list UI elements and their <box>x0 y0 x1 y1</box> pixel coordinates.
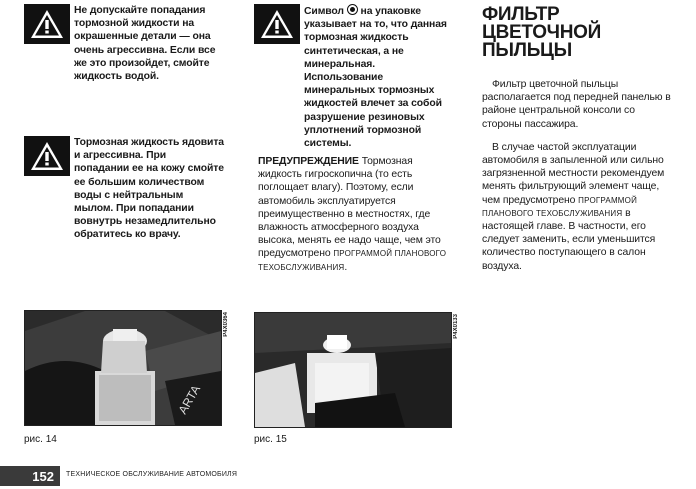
caution-body: Тормозная жидкость гигроскопична (то есть поглощает влагу). Поэтому, если автомобиль эксплуатируется преимущественно в местностях, где влажность атмосферного воздуха высока, менять ее надо чаще, чем это предусмотрено <box>258 156 441 260</box>
section-p2-end: в настоящей главе. В частности, его следует заменить, если уменьшится количество поступающего в салон воздуха. <box>482 207 656 272</box>
warning-paint <box>24 4 222 83</box>
section-p2-start: В случае частой эксплуатации автомобиля в запыленной или сильно загрязненной местности рекомендуем менять фильтрующий элемент чаще, чем предусмотрено <box>482 141 665 206</box>
section-p2-small-caps: ПРОГРАММОЙ ПЛАНОВОГО ТЕХОБСЛУЖИВАНИЯ <box>482 195 638 218</box>
warning-text: Не допускайте попадания тормозной жидкости на окрашенные детали — она очень агрессивна. Если все же это произойдет, смойте жидкость водой. <box>74 5 216 83</box>
footer-title: ТЕХНИЧЕСКОЕ ОБСЛУЖИВАНИЕ АВТОМОБИЛЯ <box>66 471 238 478</box>
warning-triangle-icon <box>24 4 70 44</box>
caution-block <box>258 155 454 274</box>
figure-14-code: P4X0364 <box>223 312 229 337</box>
section-paragraph-2 <box>482 141 676 273</box>
caution-end: . <box>344 261 348 273</box>
warning-synthetic <box>254 4 450 150</box>
figure-14-image <box>24 310 222 426</box>
figure-15-image <box>254 312 452 428</box>
warning-triangle-icon <box>24 136 70 176</box>
caution-small-caps: ПРОГРАММОЙ ПЛАНОВОГО ТЕХОБСЛУЖИВАНИЯ <box>258 249 447 272</box>
pollen-filter-section <box>482 6 682 273</box>
page-number: 152 <box>0 466 60 486</box>
figure-14-caption: рис. 14 <box>24 434 57 445</box>
warning-triangle-icon <box>254 4 300 44</box>
warning-text-end: на упаковке указывает на то, что данная тормозная жидкость синтетическая, а не минеральная. Использование минеральных тормозных жидкостей влечет за собой разрушение резиновых уплотнений тормозной системы. <box>304 6 447 150</box>
warning-toxic <box>24 136 224 242</box>
page-footer <box>0 464 696 489</box>
svg-text:ARTA: ARTA <box>175 382 204 417</box>
figure-15-caption: рис. 15 <box>254 434 287 445</box>
warning-text-start: Символ <box>304 6 344 17</box>
section-paragraph-1: Фильтр цветочной пыльцы располагается под передней панелью в районе центральной консоли со стороны пассажира. <box>482 79 671 130</box>
warning-text: Тормозная жидкость ядовита и агрессивна. При попадании ее на кожу смойте ее большим количеством воды с нейтральным мылом. При попадании вовнутрь незамедлительно обратитесь ко врачу. <box>74 137 224 241</box>
section-heading: ФИЛЬТР ЦВЕТОЧНОЙ ПЫЛЬЦЫ <box>482 4 601 61</box>
caution-label: ПРЕДУПРЕЖДЕНИЕ <box>258 156 359 167</box>
warning-text <box>304 4 450 150</box>
caution-text <box>258 155 454 274</box>
figure-15-code: P4X0133 <box>453 314 459 339</box>
synthetic-symbol-icon <box>347 4 358 15</box>
